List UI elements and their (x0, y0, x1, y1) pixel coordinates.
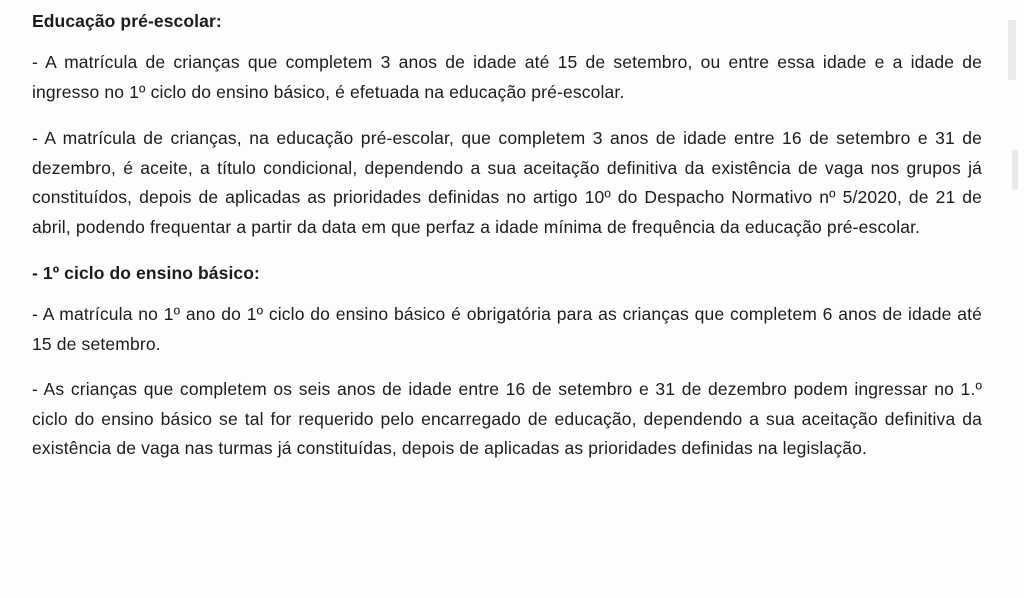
scan-artifact (1008, 20, 1016, 80)
paragraph-preschool-conditional: - A matrícula de crianças, na educação pré-escolar, que completem 3 anos de idade entre 16 de setembro e 31 de dezembro, é aceite, a título condicional, dependendo a sua aceitação definitiva da existência de vaga nos grupos já constituídos, depois de aplicadas as prioridades definidas no artigo 10º do Despacho Normativo nº 5/2020, de 21 de abril, podendo frequentar a partir da data em que perfaz a idade mínima de frequência da educação pré-escolar. (32, 128, 982, 237)
document-body (32, 0, 982, 464)
paragraph-primary-optional: - As crianças que completem os seis anos de idade entre 16 de setembro e 31 de dezembro podem ingressar no 1.º ciclo do ensino básico se tal for requerido pelo encarregado de educação, dependendo a sua aceitação definitiva da existência de vaga nas turmas já constituídas, depois de aplicadas as prioridades definidas na legislação. (32, 379, 982, 458)
section-heading-primary: - 1º ciclo do ensino básico: (32, 263, 260, 283)
scan-artifact (1012, 150, 1018, 190)
paragraph-primary-mandatory: - A matrícula no 1º ano do 1º ciclo do ensino básico é obrigatória para as crianças que completem 6 anos de idade até 15 de setembro. (32, 304, 982, 354)
paragraph-preschool-enrolment: - A matrícula de crianças que completem 3 anos de idade até 15 de setembro, ou entre essa idade e a idade de ingresso no 1º ciclo do ensino básico, é efetuada na educação pré-escolar. (32, 52, 982, 102)
section-heading-preschool: Educação pré-escolar: (32, 11, 222, 31)
